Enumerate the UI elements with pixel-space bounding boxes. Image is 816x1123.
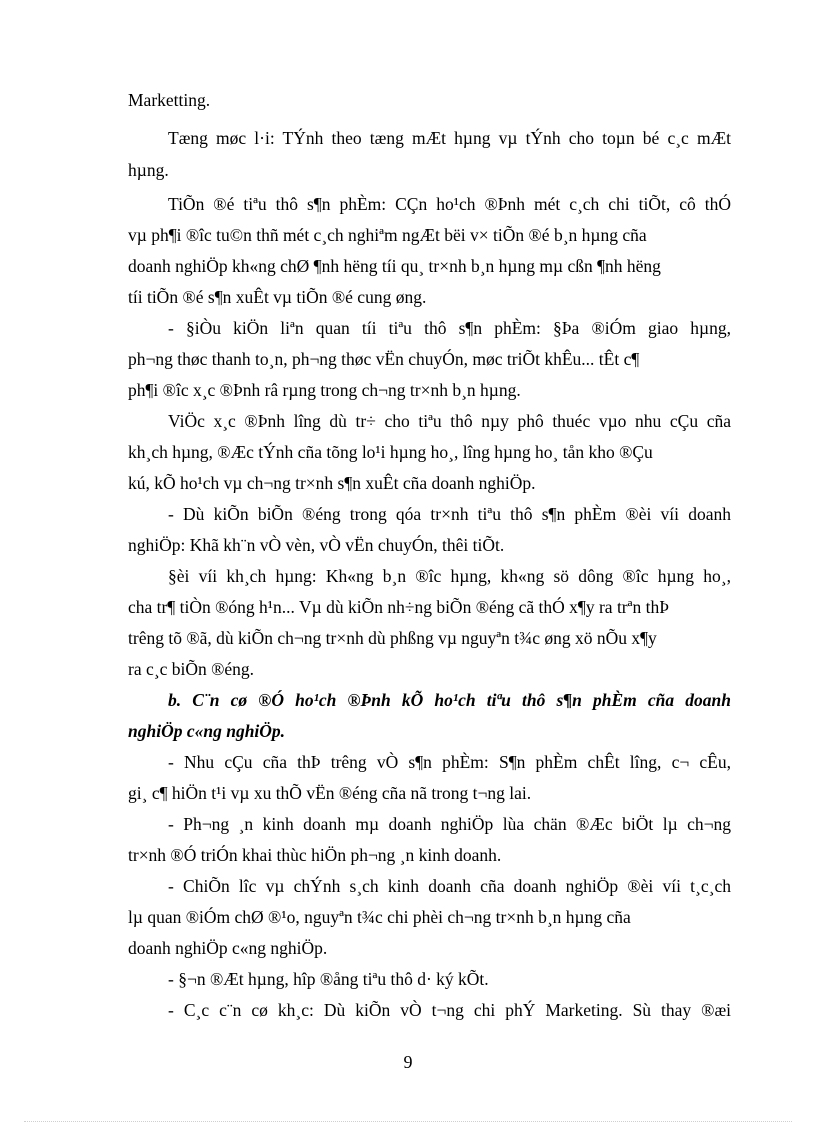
text-line: §èi víi kh¸ch hµng: Kh«ng b¸n ®îc hµng, kh«ng sö dông ®îc hµng ho¸, (168, 566, 731, 586)
text-line: hµng. (128, 160, 169, 180)
text-line: - ChiÕn lîc vµ chÝnh s¸ch kinh doanh cña doanh nghiÖp ®èi víi t¸c¸ch (168, 876, 731, 896)
section-heading: b. C¨n cø ®Ó ho¹ch ®Þnh kÕ ho¹ch tiªu thô s¶n phÈm cña doanh (168, 690, 731, 710)
text-line: ph¬ng thøc thanh to¸n, ph¬ng thøc vËn chuyÓn, møc triÕt khÊu... tÊt c¶ (128, 349, 640, 369)
text-line: - Nhu cÇu cña thÞ trêng vÒ s¶n phÈm: S¶n phÈm chÊt lîng, c¬ cÊu, (168, 752, 731, 772)
text-line: tíi tiÕn ®é s¶n xuÊt vµ tiÕn ®é cung øng. (128, 287, 427, 307)
text-line: trêng tõ ®ã, dù kiÕn ch¬ng tr×nh dù phßng vµ nguyªn t¾c øng xö nÕu x¶y (128, 628, 657, 648)
text-line: Tæng møc l·i: TÝnh theo tæng mÆt hµng vµ tÝnh cho toµn bé c¸c mÆt (168, 128, 731, 148)
text-line: gi¸ c¶ hiÖn t¹i vµ xu thÕ vËn ®éng cña nã trong t¬ng lai. (128, 783, 532, 803)
text-line: ph¶i ®îc x¸c ®Þnh râ rµng trong ch¬ng tr×nh b¸n hµng. (128, 380, 521, 400)
text-line: - Dù kiÕn biÕn ®éng trong qóa tr×nh tiªu thô s¶n phÈm ®èi víi doanh (168, 504, 731, 524)
text-line: nghiÖp: Khã kh¨n vÒ vèn, vÒ vËn chuyÓn, thêi tiÕt. (128, 535, 505, 555)
text-line: doanh nghiÖp kh«ng chØ ¶nh hëng tíi qu¸ tr×nh b¸n hµng mµ cßn ¶nh hëng (128, 256, 661, 276)
text-line: kú, kÕ ho¹ch vµ ch¬ng tr×nh s¶n xuÊt cña doanh nghiÖp. (128, 473, 536, 493)
page-bottom-divider (24, 1121, 792, 1122)
text-line: vµ ph¶i ®îc tu©n thñ mét c¸ch nghiªm ngÆt bëi v× tiÕn ®é b¸n hµng cña (128, 225, 647, 245)
text-line: ra c¸c biÕn ®éng. (128, 659, 255, 679)
page-number: 9 (403, 1052, 413, 1072)
text-line: - §iÒu kiÖn liªn quan tíi tiªu thô s¶n phÈm: §Þa ®iÓm giao hµng, (168, 318, 731, 338)
text-line: - C¸c c¨n cø kh¸c: Dù kiÕn vÒ t¬ng chi phÝ Marketing. Sù thay ®æi (168, 1000, 731, 1020)
text-line: tr×nh ®Ó triÓn khai thùc hiÖn ph¬ng ¸n kinh doanh. (128, 845, 502, 865)
text-line: cha tr¶ tiÒn ®óng h¹n... Vµ dù kiÕn nh÷ng biÕn ®éng cã thÓ x¶y ra trªn thÞ (128, 597, 669, 617)
text-line: doanh nghiÖp c«ng nghiÖp. (128, 938, 328, 958)
section-heading: nghiÖp c«ng nghiÖp. (128, 721, 286, 741)
text-line: lµ quan ®iÓm chØ ®¹o, nguyªn t¾c chi phèi ch¬ng tr×nh b¸n hµng cña (128, 907, 631, 927)
text-line: kh¸ch hµng, ®Æc tÝnh cña tõng lo¹i hµng ho¸, lîng hµng ho¸ tån kho ®Çu (128, 442, 653, 462)
text-line: Marketting. (128, 90, 211, 110)
text-line: - §¬n ®Æt hµng, hîp ®ång tiªu thô d· ký kÕt. (168, 969, 489, 989)
text-line: - Ph¬ng ¸n kinh doanh mµ doanh nghiÖp lùa chän ®Æc biÖt lµ ch¬ng (168, 814, 731, 834)
text-line: TiÕn ®é tiªu thô s¶n phÈm: CÇn ho¹ch ®Þnh mét c¸ch chi tiÕt, cô thÓ (168, 194, 731, 214)
text-line: ViÖc x¸c ®Þnh lîng dù tr÷ cho tiªu thô nµy phô thuéc vµo nhu cÇu cña (168, 411, 731, 431)
